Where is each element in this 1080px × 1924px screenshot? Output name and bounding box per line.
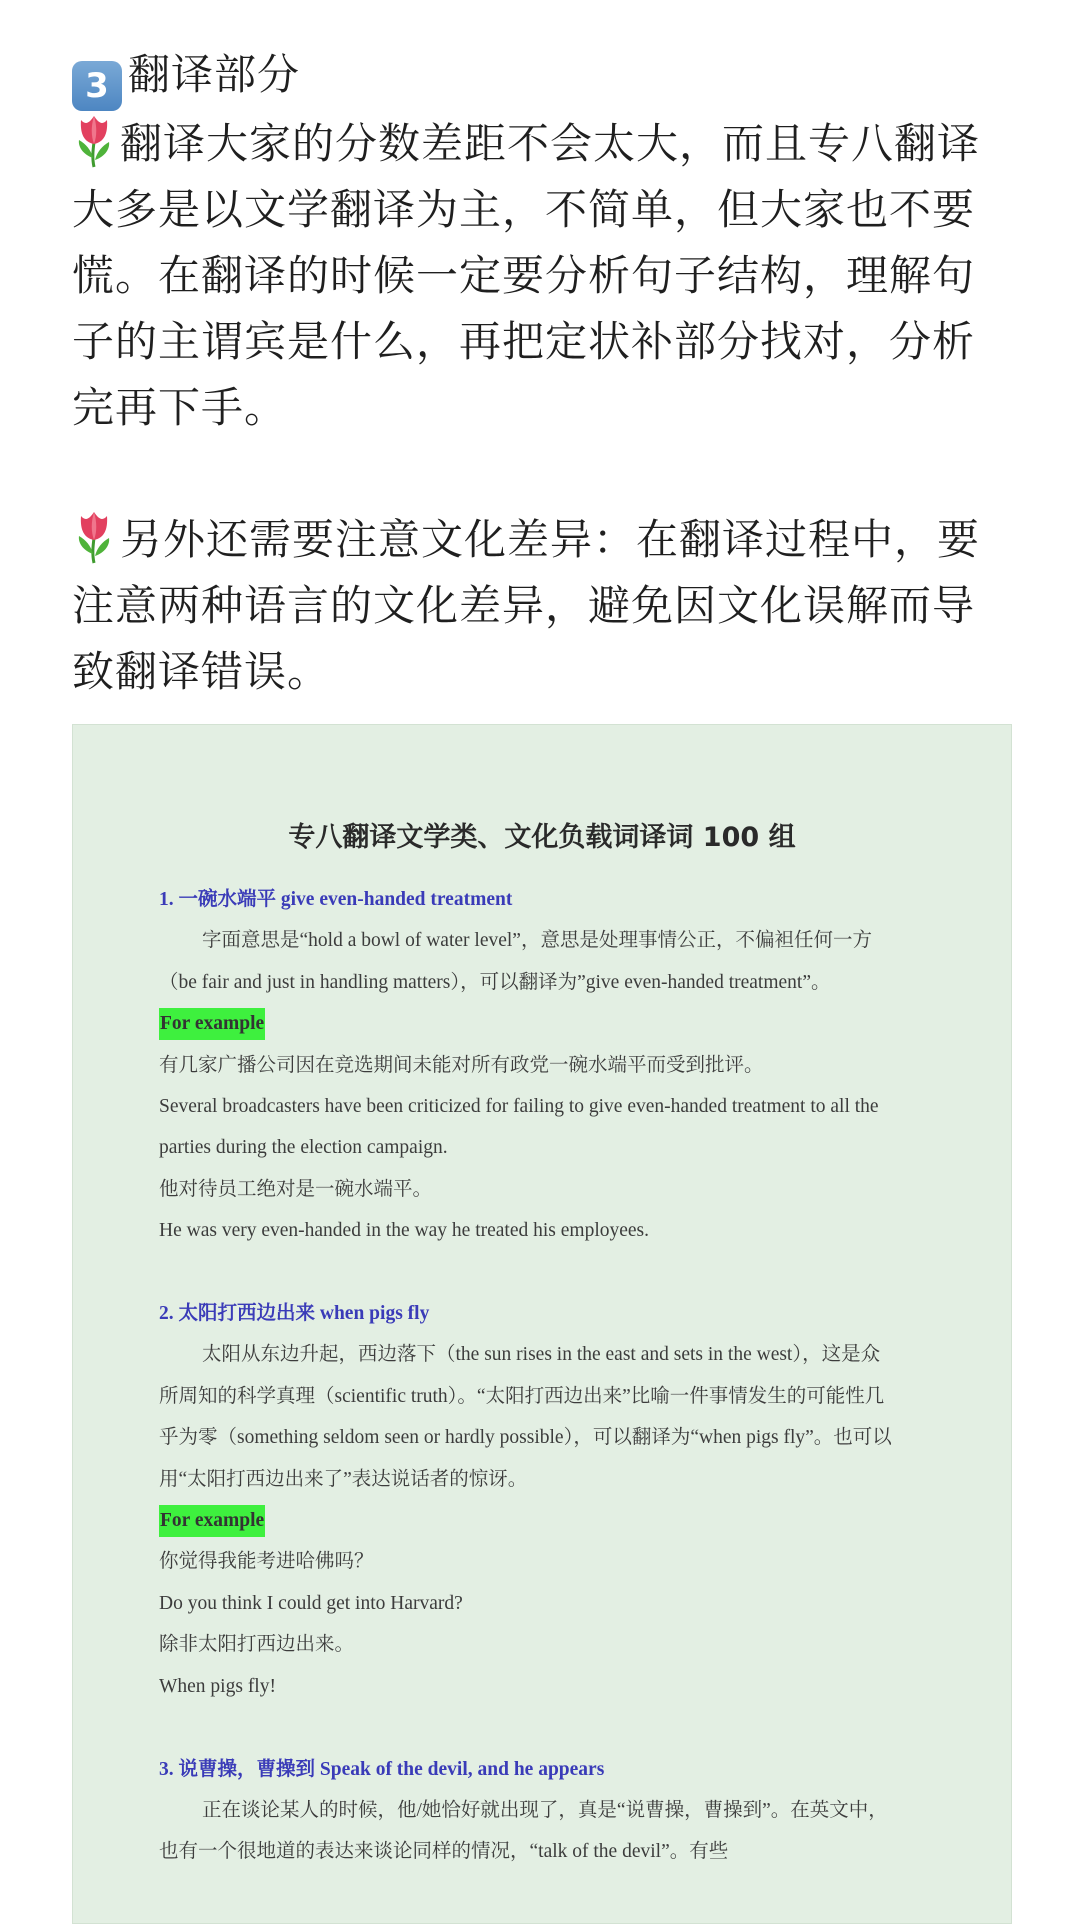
- entry-heading: 2. 太阳打西边出来 when pigs fly: [159, 1303, 430, 1325]
- document-title: 专八翻译文学类、文化负载词译词 100 组: [288, 822, 796, 853]
- paragraph-2-text: 另外还需要注意文化差异：在翻译过程中，要注意两种语言的文化差异，避免因文化误解而导致翻译错误。: [72, 515, 981, 696]
- example-sentence: He was very even-handed in the way he treated his employees.: [159, 1220, 650, 1242]
- example-label: For example: [159, 1505, 265, 1537]
- paragraph-1: [72, 111, 1012, 441]
- post-body: [72, 42, 1012, 705]
- entry-gap: [159, 1707, 899, 1748]
- document-image: [72, 724, 1012, 1924]
- example-label: For example: [159, 1008, 265, 1040]
- example-sentence: 他对待员工绝对是一碗水端平。: [159, 1178, 433, 1200]
- example-sentence: 你觉得我能考进哈佛吗？: [159, 1551, 374, 1573]
- example-sentence: 有几家广播公司因在竞选期间未能对所有政党一碗水端平而受到批评。: [159, 1054, 764, 1076]
- tulip-icon: [72, 114, 116, 168]
- section-heading: [72, 42, 1012, 111]
- entry-explanation: 字面意思是“hold a bowl of water level”，意思是处理事情公正，不偏袒任何一方（be fair and just in handling matters），可以翻译为”give even-handed treatment”。: [159, 930, 872, 993]
- example-sentence: Several broadcasters have been criticized for failing to give even-handed treatment to all the parties during the election campaign.: [159, 1096, 879, 1159]
- entry-heading: 3. 说曹操，曹操到 Speak of the devil, and he appears: [159, 1758, 605, 1780]
- tulip-icon: [72, 510, 116, 564]
- entry-heading: 1. 一碗水端平 give even-handed treatment: [159, 889, 513, 910]
- paragraph-gap: [72, 441, 1012, 507]
- example-label-row: [159, 1003, 899, 1044]
- keycap-3-icon: 3: [72, 61, 122, 111]
- entry-explanation: 正在谈论某人的时候，他/她恰好就出现了，真是“说曹操，曹操到”。在英文中，也有一个很地道的表达来谈论同样的情况，“talk of the devil”。有些: [159, 1799, 888, 1863]
- document-body: [159, 879, 899, 1873]
- example-label-row: [159, 1500, 899, 1541]
- paragraph-1-text: 翻译大家的分数差距不会太大，而且专八翻译大多是以文学翻译为主，不简单，但大家也不要慌。在翻译的时候一定要分析句子结构，理解句子的主谓宾是什么，再把定状补部分找对，分析完再下手。: [72, 119, 981, 432]
- section-title: 翻译部分: [128, 50, 301, 99]
- example-sentence: 除非太阳打西边出来。: [159, 1634, 355, 1656]
- paragraph-2: [72, 507, 1012, 705]
- example-sentence: When pigs fly!: [159, 1675, 276, 1697]
- example-sentence: Do you think I could get into Harvard?: [159, 1592, 463, 1614]
- entry-gap: [159, 1252, 899, 1293]
- entry-explanation: 太阳从东边升起，西边落下（the sun rises in the east and sets in the west），这是众所周知的科学真理（scientific truth）。“太阳打西边出来”比喻一件事情发生的可能性几乎为零（something seldom seen or hardly possible），可以翻译为“when pigs fly”。也可以用“太阳打西边出来了”表达说话者的惊讶。: [159, 1344, 892, 1490]
